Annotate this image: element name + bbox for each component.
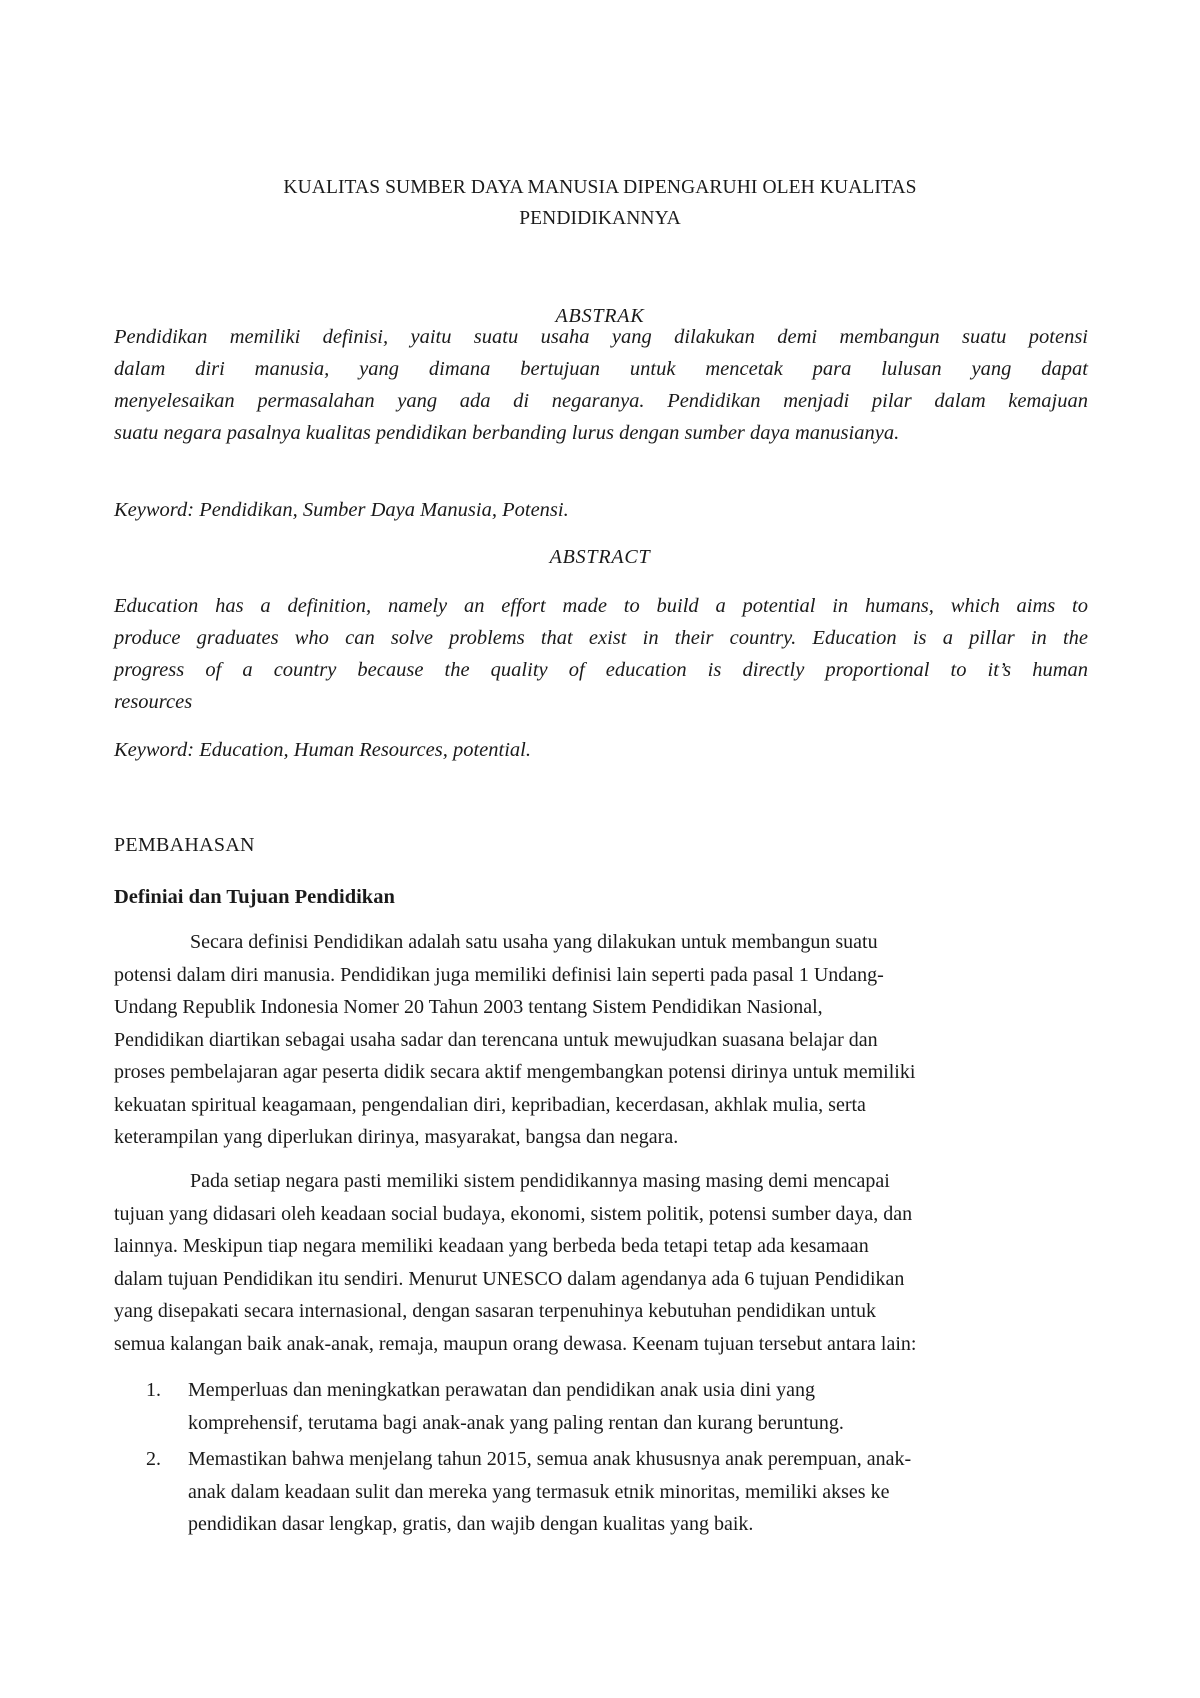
abstract-keyword: Keyword: Education, Human Resources, potential. — [114, 739, 531, 761]
list-item — [146, 1443, 1106, 1541]
paragraph-line: lainnya. Meskipun tiap negara memiliki keadaan yang berbeda beda tetapi tetap ada kesamaan — [114, 1235, 869, 1257]
paragraph-1 — [114, 926, 1104, 1154]
subsection-heading: Definiai dan Tujuan Pendidikan — [114, 886, 395, 908]
paragraph-line: Pada setiap negara pasti memiliki sistem pendidikannya masing masing demi mencapai — [190, 1170, 890, 1192]
paragraph-line: Undang Republik Indonesia Nomer 20 Tahun 2003 tentang Sistem Pendidikan Nasional, — [114, 996, 823, 1018]
title-line-2: PENDIDIKANNYA — [519, 208, 681, 229]
list-line: pendidikan dasar lengkap, gratis, dan wajib dengan kualitas yang baik. — [188, 1513, 754, 1535]
paragraph-line: proses pembelajaran agar peserta didik secara aktif mengembangkan potensi dirinya untuk memiliki — [114, 1061, 916, 1083]
paragraph-2 — [114, 1165, 1104, 1360]
abstrak-keyword: Keyword: Pendidikan, Sumber Daya Manusia, Potensi. — [114, 499, 569, 521]
paragraph-line: yang disepakati secara internasional, dengan sasaran terpenuhinya kebutuhan pendidikan untuk — [114, 1300, 876, 1322]
abstrak-line: suatu negara pasalnya kualitas pendidikan berbanding lurus dengan sumber daya manusianya. — [114, 422, 900, 444]
abstract-body — [114, 590, 1088, 718]
list-number: 2. — [146, 1448, 161, 1470]
abstract-line: progress of a country because the quality of education is directly proportional to it’s human — [114, 659, 1088, 681]
paragraph-line: tujuan yang didasari oleh keadaan social budaya, ekonomi, sistem politik, potensi sumber daya, dan — [114, 1202, 913, 1225]
goals-list — [146, 1374, 1106, 1545]
abstract-line: produce graduates who can solve problems that exist in their country. Education is a pillar in the — [114, 627, 1088, 649]
paragraph-line: dalam tujuan Pendidikan itu sendiri. Menurut UNESCO dalam agendanya ada 6 tujuan Pendidikan — [114, 1267, 905, 1290]
abstract-line: Education has a definition, namely an effort made to build a potential in humans, which aims to — [114, 595, 1088, 617]
list-line: Memastikan bahwa menjelang tahun 2015, semua anak khususnya anak perempuan, anak- — [188, 1448, 912, 1470]
list-line: Memperluas dan meningkatkan perawatan dan pendidikan anak usia dini yang — [188, 1379, 816, 1401]
abstrak-line: menyelesaikan permasalahan yang ada di negaranya. Pendidikan menjadi pilar dalam kemajuan — [114, 390, 1088, 412]
list-line: anak dalam keadaan sulit dan mereka yang termasuk etnik minoritas, memiliki akses ke — [188, 1480, 890, 1503]
abstract-line: resources — [114, 691, 193, 713]
paragraph-line: potensi dalam diri manusia. Pendidikan juga memiliki definisi lain seperti pada pasal 1 Undang- — [114, 963, 884, 986]
paragraph-line: semua kalangan baik anak-anak, remaja, maupun orang dewasa. Keenam tujuan tersebut antara lain: — [114, 1332, 917, 1355]
abstract-heading: ABSTRACT — [549, 546, 651, 568]
abstrak-line: Pendidikan memiliki definisi, yaitu suatu usaha yang dilakukan demi membangun suatu potensi — [114, 326, 1088, 348]
list-item — [146, 1374, 1106, 1439]
section-heading: PEMBAHASAN — [114, 834, 255, 856]
paragraph-line: Pendidikan diartikan sebagai usaha sadar dan terencana untuk mewujudkan suasana belajar dan — [114, 1028, 878, 1051]
abstrak-line: dalam diri manusia, yang dimana bertujuan untuk mencetak para lulusan yang dapat — [114, 358, 1088, 380]
paragraph-line: Secara definisi Pendidikan adalah satu usaha yang dilakukan untuk membangun suatu — [190, 931, 878, 953]
title-line-1: KUALITAS SUMBER DAYA MANUSIA DIPENGARUHI OLEH KUALITAS — [283, 177, 917, 198]
abstrak-body — [114, 321, 1088, 449]
paragraph-line: kekuatan spiritual keagamaan, pengendalian diri, kepribadian, kecerdasan, akhlak mulia, serta — [114, 1093, 866, 1116]
list-number: 1. — [146, 1379, 161, 1401]
document-title — [160, 172, 1040, 234]
abstrak-heading: ABSTRAK — [555, 305, 645, 327]
paragraph-line: keterampilan yang diperlukan dirinya, masyarakat, bangsa dan negara. — [114, 1126, 679, 1148]
list-line: komprehensif, terutama bagi anak-anak yang paling rentan dan kurang beruntung. — [188, 1411, 844, 1434]
